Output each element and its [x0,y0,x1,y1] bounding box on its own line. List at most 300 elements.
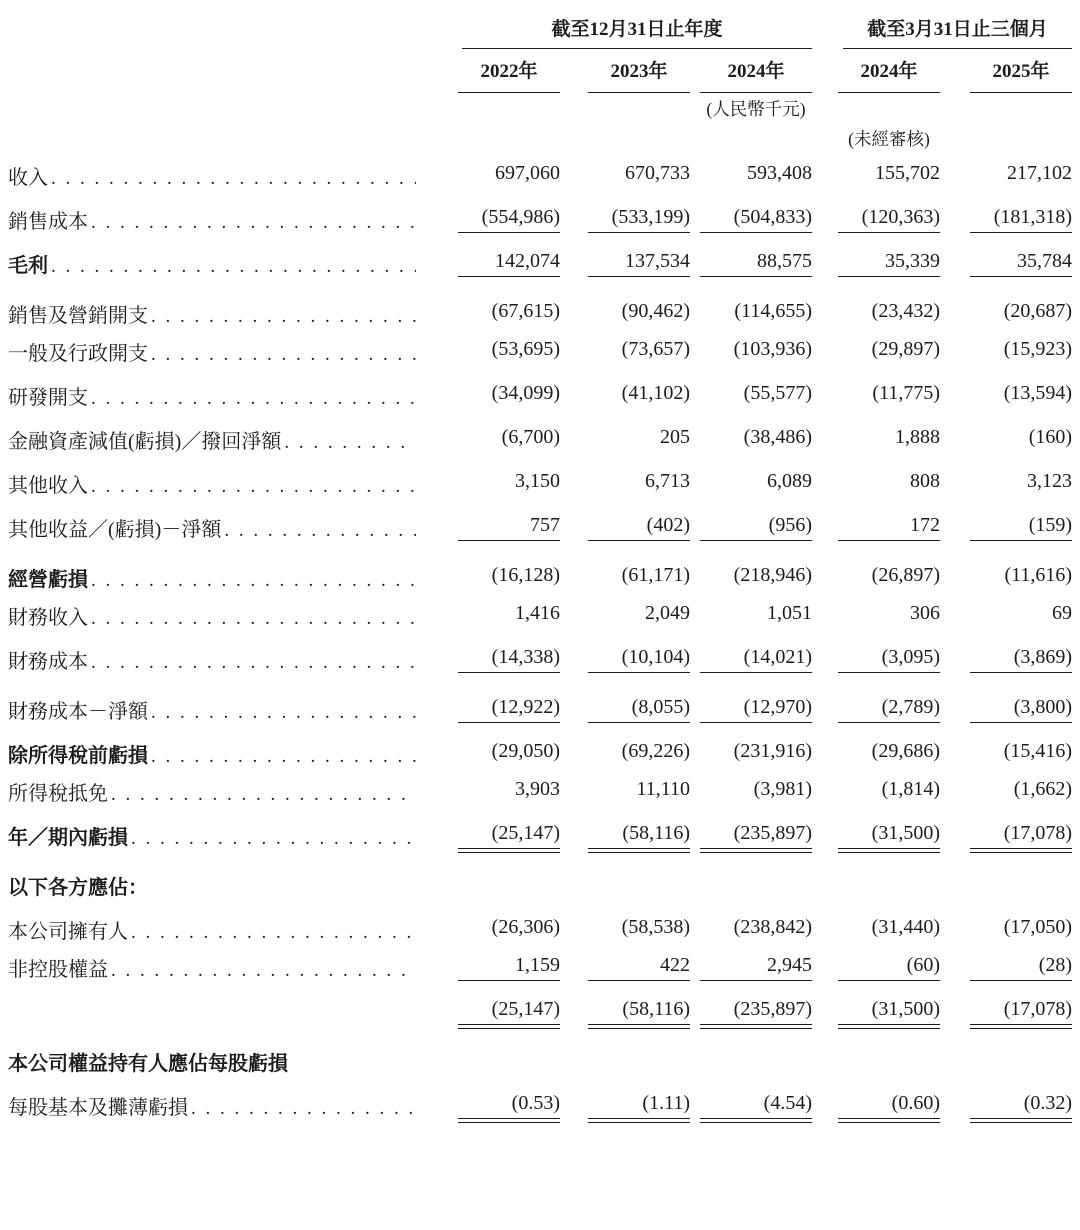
table-row [8,153,1072,197]
value-cell [430,1077,560,1121]
value-cell [940,549,1072,593]
row-label-cell [8,769,430,813]
value: 306 [910,602,940,624]
value-cell [690,769,812,813]
row-label: 經營虧損 [8,568,88,591]
dot-leader [108,783,416,806]
value-cell [812,461,940,505]
value-cell [430,813,560,857]
value-cell [690,725,812,769]
value-cell [560,769,690,813]
value: 172 [838,514,940,541]
value-cell [812,505,940,549]
table-row [8,769,1072,813]
dot-leader [108,959,416,982]
row-label: 以下各方應佔： [8,876,148,899]
value: (29,686) [871,740,940,762]
value-cell [940,373,1072,417]
value-cell [430,373,560,417]
row-label: 除所得稅前虧損 [8,744,148,767]
value-cell [940,813,1072,857]
value: (17,078) [970,998,1072,1025]
value-cell [560,989,690,1033]
table-row [8,813,1072,857]
value-cell [560,637,690,681]
value: 1,051 [767,602,812,624]
row-label: 非控股權益 [8,958,108,981]
value: (58,116) [588,822,690,849]
currency-note-cell [690,93,812,123]
value: (218,946) [733,564,812,586]
value-cell [940,285,1072,329]
dot-leader [281,431,416,454]
value: (1,814) [881,778,940,800]
row-label: 財務成本 [8,650,88,673]
value-cell [560,593,690,637]
row-label-cell [8,1077,430,1121]
row-label: 財務收入 [8,606,88,629]
column-group-annual [430,14,812,49]
value: (504,833) [700,206,812,233]
value: 69 [1052,602,1073,624]
value: (12,922) [458,696,560,723]
value-cell [940,593,1072,637]
value-cell [690,593,812,637]
value: (25,147) [458,998,560,1025]
value: (956) [700,514,812,541]
value-cell [812,725,940,769]
value: (1,662) [1013,778,1073,800]
value: (31,440) [871,916,940,938]
value: 6,089 [767,470,812,492]
table-row [8,725,1072,769]
row-label: 研發開支 [8,386,88,409]
value: (26,897) [871,564,940,586]
value: 137,534 [588,250,690,277]
value-cell [560,241,690,285]
value-cell [940,461,1072,505]
value-cell [940,153,1072,197]
value: (73,657) [621,338,690,360]
value-cell [560,1077,690,1121]
header-spacer [8,14,430,49]
value: (159) [970,514,1072,541]
value: 6,713 [645,470,690,492]
value: (23,432) [871,300,940,322]
value: (15,416) [1003,740,1073,762]
value: (31,500) [838,998,940,1025]
row-label-cell [8,505,430,549]
currency-note: (人民幣千元) [706,98,806,119]
value-cell [690,329,812,373]
value-cell [812,593,940,637]
value-cell [690,1077,812,1121]
row-label-cell [8,197,430,241]
value-cell [940,681,1072,725]
value: (2,789) [838,696,940,723]
table-row [8,241,1072,285]
value-cell [940,505,1072,549]
row-label: 銷售及營銷開支 [8,304,148,327]
value-cell [812,241,940,285]
value-cell [940,637,1072,681]
value-cell [560,373,690,417]
value-cell [812,813,940,857]
value-cell [560,505,690,549]
value-cell [940,417,1072,461]
value: 670,733 [625,162,690,184]
row-label: 收入 [8,166,48,189]
value: 757 [458,514,560,541]
value: (0.32) [970,1092,1072,1119]
value-cell [690,857,812,901]
value-cell [812,197,940,241]
value: 808 [910,470,940,492]
row-label-cell [8,857,430,901]
value: (235,897) [700,822,812,849]
value-cell [430,1033,560,1077]
value-cell [940,901,1072,945]
value-cell [940,945,1072,989]
value-cell [940,989,1072,1033]
value-cell [690,373,812,417]
value: (160) [1028,426,1073,448]
value: (28) [970,954,1072,981]
row-label: 銷售成本 [8,210,88,233]
value-cell [812,373,940,417]
row-label: 其他收入 [8,474,88,497]
value-cell [560,857,690,901]
value-cell [812,1033,940,1077]
value-cell [812,549,940,593]
value: (402) [588,514,690,541]
value-cell [430,769,560,813]
value-cell [690,505,812,549]
row-label: 財務成本－淨額 [8,700,148,723]
value-cell [812,153,940,197]
value-cell [812,637,940,681]
value-cell [812,769,940,813]
value: (11,616) [1004,564,1073,586]
value-cell [812,1077,940,1121]
value-cell [430,329,560,373]
unaudited-note-cell [812,123,940,153]
dot-leader [148,701,416,724]
value: 2,049 [645,602,690,624]
value-cell [690,241,812,285]
value-cell [690,153,812,197]
row-label-cell [8,901,430,945]
value-cell [690,197,812,241]
dot-leader [88,387,416,410]
value: (8,055) [588,696,690,723]
value: (12,970) [700,696,812,723]
row-label-cell [8,417,430,461]
value-cell [812,681,940,725]
value-cell [430,285,560,329]
value-cell [812,857,940,901]
value-cell [812,417,940,461]
value: (34,099) [491,382,560,404]
value: (67,615) [491,300,560,322]
dot-leader [48,255,416,278]
value: (29,897) [871,338,940,360]
value-cell [690,461,812,505]
row-label-cell [8,989,430,1033]
value-cell [430,989,560,1033]
value-cell [560,681,690,725]
value-cell [560,417,690,461]
value-cell [430,857,560,901]
value: 1,416 [515,602,560,624]
value-cell [560,549,690,593]
value: (61,171) [621,564,690,586]
value-cell [940,857,1072,901]
dot-leader [128,827,416,850]
value-cell [430,725,560,769]
value-cell [940,725,1072,769]
income-statement-table [8,14,1072,1121]
value-cell [940,197,1072,241]
row-label-cell [8,945,430,989]
value: (20,687) [1003,300,1073,322]
value-cell [690,549,812,593]
header-spacer [8,93,430,123]
value: (3,869) [970,646,1072,673]
currency-note-row [8,93,1072,123]
value-cell [430,637,560,681]
value: (53,695) [491,338,560,360]
row-label: 本公司權益持有人應佔每股虧損 [8,1052,288,1075]
value-cell [560,945,690,989]
value-cell [430,153,560,197]
value: 1,159 [458,954,560,981]
value: (3,800) [970,696,1072,723]
value: (0.53) [458,1092,560,1119]
value-cell [690,637,812,681]
dot-leader [88,475,416,498]
value: (38,486) [743,426,812,448]
value: (90,462) [621,300,690,322]
value-cell [940,769,1072,813]
dot-leader [88,211,416,234]
value: (15,923) [1003,338,1073,360]
value-cell [560,901,690,945]
value: (17,050) [1003,916,1073,938]
table-row [8,549,1072,593]
row-label: 所得稅抵免 [8,782,108,805]
value-cell [812,285,940,329]
row-label: 每股基本及攤薄虧損 [8,1096,188,1119]
value-cell [430,417,560,461]
value-cell [690,417,812,461]
value: (25,147) [458,822,560,849]
value: 155,702 [875,162,940,184]
value: (29,050) [491,740,560,762]
table-row [8,1077,1072,1121]
column-group-quarterly [812,14,1072,49]
row-label-cell [8,681,430,725]
row-label: 一般及行政開支 [8,342,148,365]
value-cell [560,197,690,241]
year-column-header-2025-q1: 2025年 [940,49,1072,93]
value-cell [560,813,690,857]
value-cell [940,329,1072,373]
table-row [8,197,1072,241]
value: (55,577) [743,382,812,404]
value-cell [690,1033,812,1077]
table-row [8,637,1072,681]
value: 35,784 [970,250,1072,277]
value-cell [430,197,560,241]
value: (238,842) [733,916,812,938]
value: (231,916) [733,740,812,762]
value-cell [812,329,940,373]
value-cell [430,593,560,637]
value: 88,575 [700,250,812,277]
value: (235,897) [700,998,812,1025]
value: 3,903 [515,778,560,800]
table-row [8,945,1072,989]
value: (60) [838,954,940,981]
value: 11,110 [636,778,690,800]
value: (3,981) [753,778,812,800]
column-group-header-row [8,14,1072,49]
value: (16,128) [491,564,560,586]
value-cell [430,461,560,505]
value-cell [560,725,690,769]
row-label-cell [8,549,430,593]
row-label-cell [8,373,430,417]
value: (13,594) [1003,382,1073,404]
table-row [8,373,1072,417]
value: (120,363) [838,206,940,233]
row-label: 本公司擁有人 [8,920,128,943]
statement-rows [8,153,1072,1121]
dot-leader [221,519,416,542]
table-row [8,417,1072,461]
row-label-cell [8,637,430,681]
row-label-cell [8,153,430,197]
value-cell [430,901,560,945]
value-cell [812,945,940,989]
value: (4.54) [700,1092,812,1119]
table-row [8,901,1072,945]
value-cell [560,285,690,329]
dot-leader [88,651,416,674]
value: 593,408 [747,162,812,184]
row-label-cell [8,241,430,285]
value: (0.60) [838,1092,940,1119]
value-cell [940,1033,1072,1077]
value: 142,074 [458,250,560,277]
dot-leader [148,745,416,768]
value: (58,538) [621,916,690,938]
header-spacer [8,123,430,153]
value-cell [690,681,812,725]
unaudited-note: (未經審核) [848,128,930,149]
value: (3,095) [838,646,940,673]
header-spacer [8,49,430,93]
row-label-cell [8,285,430,329]
table-row [8,857,1072,901]
value-cell [430,681,560,725]
value-cell [690,901,812,945]
value: (69,226) [621,740,690,762]
row-label: 其他收益／(虧損)－淨額 [8,518,222,541]
value: (58,116) [588,998,690,1025]
row-label-cell [8,813,430,857]
table-row [8,1033,1072,1077]
value: (14,338) [458,646,560,673]
value: (10,104) [588,646,690,673]
table-row [8,329,1072,373]
value: 3,150 [515,470,560,492]
value-cell [560,153,690,197]
value: (41,102) [621,382,690,404]
dot-leader [128,921,416,944]
year-header-row [8,49,1072,93]
value-cell [690,813,812,857]
year-column-header-2024-q1: 2024年 [812,49,940,93]
year-column-header-2022: 2022年 [430,49,560,93]
row-label-cell [8,329,430,373]
value: (533,199) [588,206,690,233]
row-label-cell [8,725,430,769]
column-group-quarterly-title: 截至3月31日止三個月 [843,14,1072,49]
value: 35,339 [838,250,940,277]
value-cell [430,549,560,593]
table-row [8,593,1072,637]
value: (181,318) [970,206,1072,233]
year-column-header-2023: 2023年 [560,49,690,93]
value: (1.11) [588,1092,690,1119]
table-row [8,681,1072,725]
value-cell [560,329,690,373]
value-cell [690,285,812,329]
dot-leader [88,569,416,592]
table-row [8,461,1072,505]
value-cell [560,1033,690,1077]
row-label-cell [8,1033,430,1077]
unaudited-note-row [8,123,1072,153]
value-cell [690,989,812,1033]
dot-leader [88,607,416,630]
value: 1,888 [895,426,940,448]
value-cell [940,241,1072,285]
value: 217,102 [1007,162,1073,184]
value-cell [430,505,560,549]
value: 205 [660,426,690,448]
value: 422 [588,954,690,981]
value: (17,078) [970,822,1072,849]
value: (6,700) [501,426,560,448]
value: 3,123 [1027,470,1073,492]
dot-leader [188,1097,416,1120]
value-cell [560,461,690,505]
dot-leader [148,343,416,366]
year-column-header-2024: 2024年 [690,49,812,93]
table-row [8,505,1072,549]
row-label: 毛利 [8,254,48,277]
value-cell [430,945,560,989]
table-row [8,285,1072,329]
value-cell [940,1077,1072,1121]
table-row [8,989,1072,1033]
row-label: 年／期內虧損 [8,826,128,849]
value: (31,500) [838,822,940,849]
value: 2,945 [700,954,812,981]
